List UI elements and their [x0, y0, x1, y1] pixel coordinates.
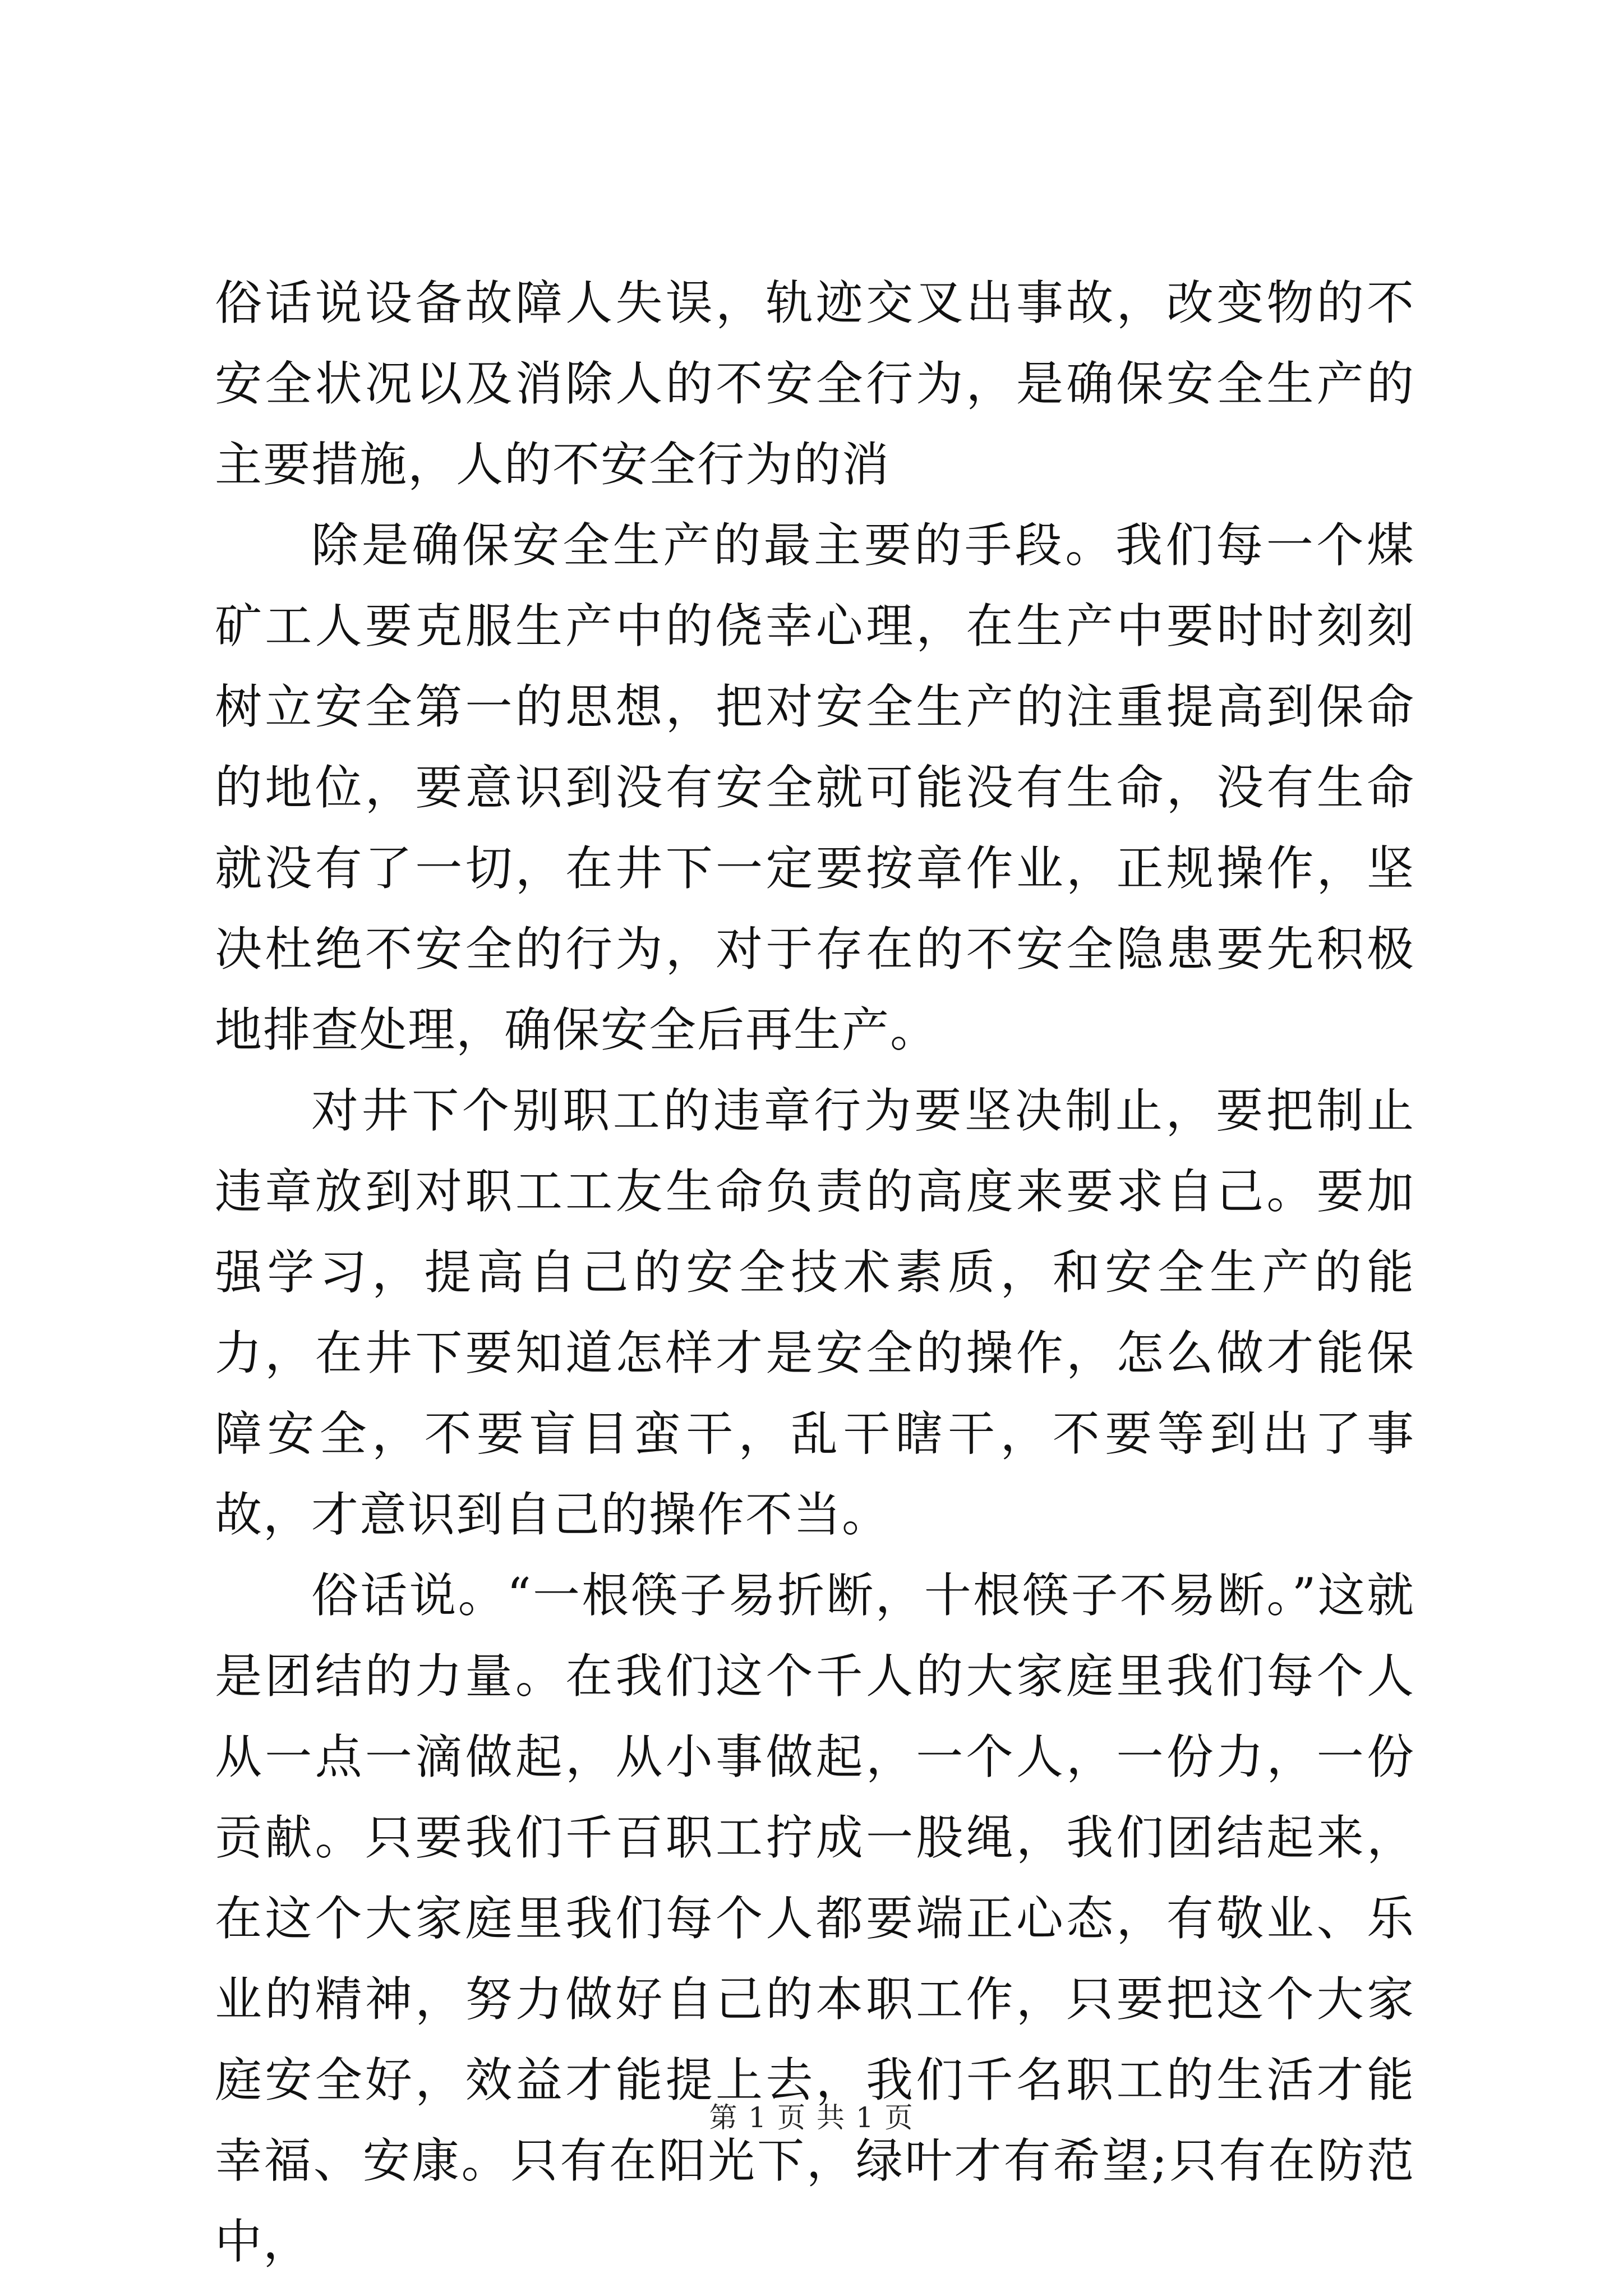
page-footer: 第 1 页 共 1 页 [709, 2101, 914, 2134]
paragraph-4: 俗话说。“一根筷子易折断，十根筷子不易断。”这就是团结的力量。在我们这个千人的大家庭里我们每个人从一点一滴做起，从小事做起，一个人，一份力，一份贡献。只要我们千百职工拧成一股绳，我们团结起来，在这个大家庭里我们每个人都要端正心态，有敬业、乐业的精神，努力做好自己的本职工作，只要把这个大家庭安全好，效益才能提上去，我们千名职工的生活才能幸福、安康。只有在阳光下，绿叶才有希望;只有在防范中， [215, 1568, 1415, 2269]
paragraph-3: 对井下个别职工的违章行为要坚决制止，要把制止违章放到对职工工友生命负责的高度来要求自己。要加强学习，提高自己的安全技术素质，和安全生产的能力，在井下要知道怎样才是安全的操作，怎么做才能保障安全，不要盲目蛮干，乱干瞎干，不要等到出了事故，才意识到自己的操作不当。 [215, 1083, 1415, 1542]
paragraph-1: 俗话说设备故障人失误，轨迹交叉出事故，改变物的不安全状况以及消除人的不安全行为，是确保安全生产的主要措施，人的不安全行为的消 [215, 275, 1415, 492]
document-body [215, 263, 1415, 2282]
paragraph-2: 除是确保安全生产的最主要的手段。我们每一个煤矿工人要克服生产中的侥幸心理，在生产中要时时刻刻树立安全第一的思想，把对安全生产的注重提高到保命的地位，要意识到没有安全就可能没有生命，没有生命就没有了一切，在井下一定要按章作业，正规操作，坚决杜绝不安全的行为，对于存在的不安全隐患要先积极地排查处理，确保安全后再生产。 [215, 518, 1415, 1057]
